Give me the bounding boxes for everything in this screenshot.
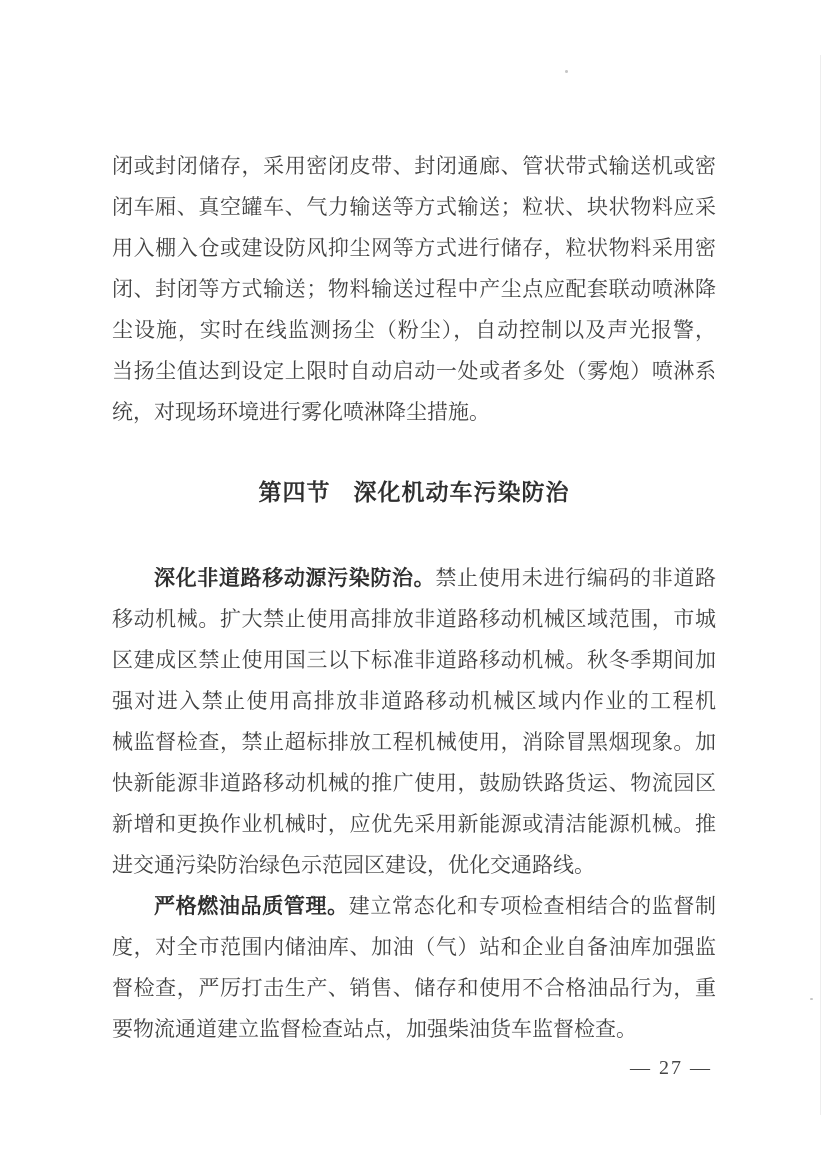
line-text: 禁止使用未进行编码的非道路 xyxy=(435,566,717,590)
line-text: 进交通污染防治绿色示范园区建设，优化交通路线。 xyxy=(112,853,595,877)
text-line xyxy=(112,681,716,722)
paragraph-non-road-mobile-source xyxy=(112,558,716,886)
line-text: 用入棚入仓或建设防风抑尘网等方式进行储存，粒状物料采用密 xyxy=(112,236,716,260)
text-line xyxy=(112,351,716,392)
text-line xyxy=(112,392,716,433)
line-text: 强对进入禁止使用高排放非道路移动机械区域内作业的工程机 xyxy=(112,689,716,713)
line-text: 度，对全市范围内储油库、加油（气）站和企业自备油库加强监 xyxy=(112,935,716,959)
line-text: 闭或封闭储存，采用密闭皮带、封闭通廊、管状带式输送机或密 xyxy=(112,154,716,178)
line-text: 督检查，严厉打击生产、销售、储存和使用不合格油品行为，重 xyxy=(112,976,716,1000)
line-text: 新增和更换作业机械时，应优先采用新能源或清洁能源机械。推 xyxy=(112,812,716,836)
section-title: 深化机动车污染防治 xyxy=(353,480,570,505)
line-text: 统，对现场环境进行雾化喷淋降尘措施。 xyxy=(112,400,490,424)
text-line xyxy=(112,269,716,310)
line-text: 闭、封闭等方式输送；物料输送过程中产尘点应配套联动喷淋降 xyxy=(112,277,716,301)
scan-edge-artifact xyxy=(820,55,821,1115)
text-line xyxy=(112,187,716,228)
line-text: 闭车厢、真空罐车、气力输送等方式输送；粒状、块状物料应采 xyxy=(112,195,716,219)
text-line xyxy=(112,310,716,351)
text-line xyxy=(112,804,716,845)
text-line xyxy=(112,146,716,187)
line-text: 当扬尘值达到设定上限时自动启动一处或者多处（雾炮）喷淋系 xyxy=(112,359,716,383)
paragraph-fuel-quality xyxy=(112,886,716,1050)
line-text: 要物流通道建立监督检查站点，加强柴油货车监督检查。 xyxy=(112,1017,637,1041)
section-heading xyxy=(112,471,716,515)
paragraph-dust-suppression xyxy=(112,146,716,433)
page-number: — 27 — xyxy=(630,1057,712,1079)
text-line xyxy=(112,763,716,804)
text-line xyxy=(112,1009,716,1050)
line-text: 快新能源非道路移动机械的推广使用，鼓励铁路货运、物流园区 xyxy=(112,771,716,795)
text-line xyxy=(112,558,716,599)
text-line xyxy=(112,886,716,927)
line-text: 尘设施，实时在线监测扬尘（粉尘），自动控制以及声光报警， xyxy=(112,318,716,342)
line-text: 区建成区禁止使用国三以下标准非道路移动机械。秋冬季期间加 xyxy=(112,648,716,672)
scan-speck xyxy=(810,998,813,1000)
text-line xyxy=(112,722,716,763)
text-line xyxy=(112,599,716,640)
text-line xyxy=(112,927,716,968)
text-line xyxy=(112,640,716,681)
text-line xyxy=(112,968,716,1009)
section-number: 第四节 xyxy=(258,480,331,505)
page-content xyxy=(112,146,716,1080)
paragraph-lead-bold: 严格燃油品质管理。 xyxy=(154,894,349,918)
line-text: 建立常态化和专项检查相结合的监督制 xyxy=(348,894,717,918)
text-line xyxy=(112,845,716,886)
line-text: 械监督检查，禁止超标排放工程机械使用，消除冒黑烟现象。加 xyxy=(112,730,716,754)
line-text: 移动机械。扩大禁止使用高排放非道路移动机械区域范围，市城 xyxy=(112,607,716,631)
text-line xyxy=(112,228,716,269)
paragraph-lead-bold: 深化非道路移动源污染防治。 xyxy=(154,566,436,590)
scan-speck xyxy=(565,70,568,73)
